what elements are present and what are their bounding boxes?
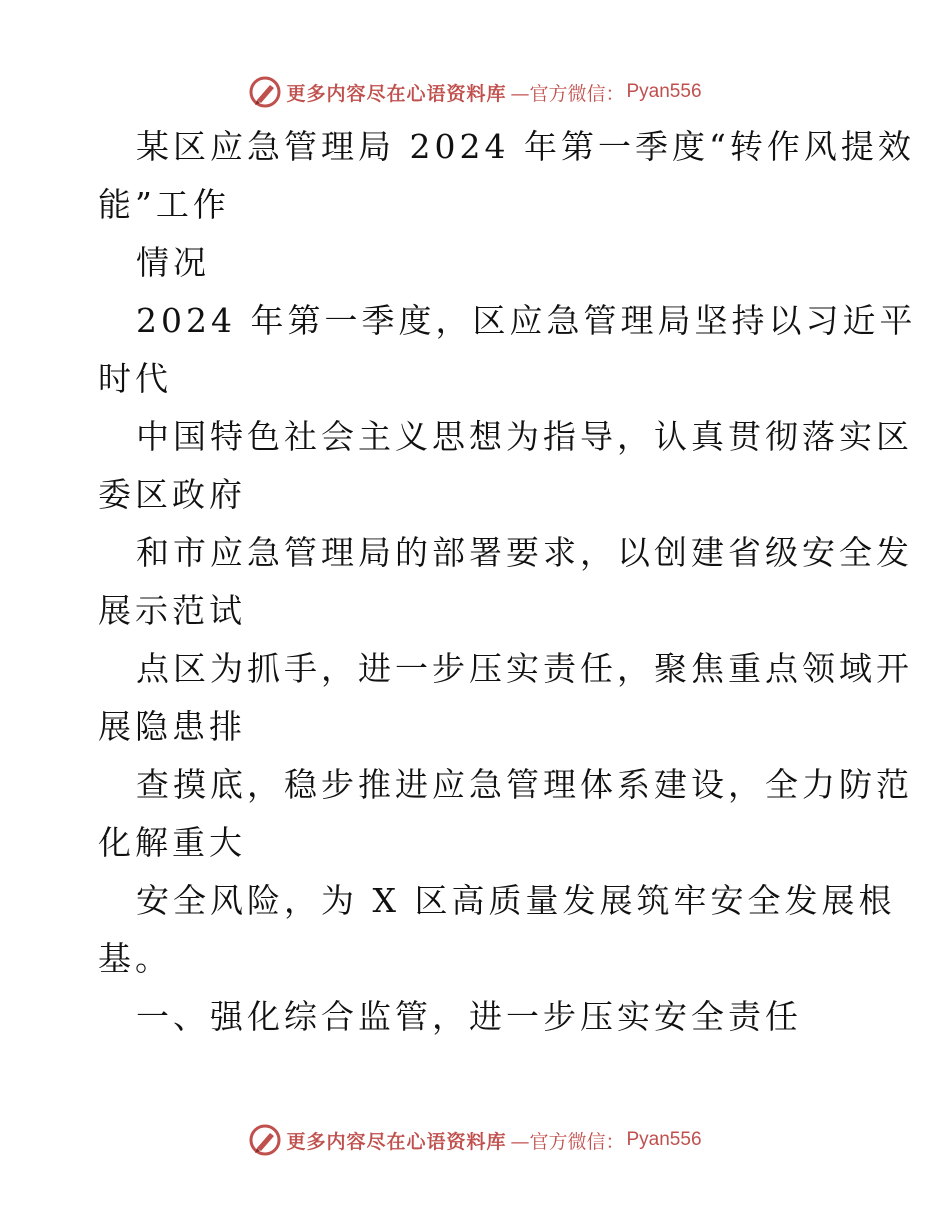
body-line: 展示范试 — [98, 591, 246, 630]
watermark-wechat-id: Pyan556 — [626, 1129, 702, 1150]
title-line-3: 情况 — [136, 243, 210, 282]
body-line: 化解重大 — [98, 823, 246, 862]
body-line: 查摸底，稳步推进应急管理体系建设，全力防范 — [136, 765, 913, 804]
body-line: 委区政府 — [98, 475, 246, 514]
title-line-1: 某区应急管理局 2024 年第一季度“转作风提效 — [136, 127, 915, 166]
footer-watermark — [0, 1120, 950, 1160]
body-line: 点区为抓手，进一步压实责任，聚焦重点领域开 — [136, 649, 913, 688]
pen-logo-icon — [248, 75, 282, 109]
watermark-text: 更多内容尽在心语资料库 — [286, 1130, 507, 1153]
watermark-separator: —官方微信： — [510, 82, 625, 105]
document-body — [98, 118, 917, 1046]
title-line-2: 能”工作 — [98, 185, 230, 224]
body-line: 基。 — [98, 939, 172, 978]
watermark-separator: —官方微信： — [510, 1130, 625, 1153]
header-watermark — [0, 72, 950, 112]
body-line: 时代 — [98, 359, 172, 398]
body-line: 和市应急管理局的部署要求，以创建省级安全发 — [136, 533, 913, 572]
body-line: 中国特色社会主义思想为指导，认真贯彻落实区 — [136, 417, 913, 456]
body-line: 展隐患排 — [98, 707, 246, 746]
section-heading: 一、强化综合监管，进一步压实安全责任 — [136, 997, 802, 1036]
pen-logo-icon — [248, 1123, 282, 1157]
watermark-wechat-id: Pyan556 — [626, 81, 702, 102]
body-line: 安全风险，为 X 区高质量发展筑牢安全发展根 — [136, 881, 896, 920]
body-line: 2024 年第一季度，区应急管理局坚持以习近平 — [136, 301, 917, 340]
watermark-text: 更多内容尽在心语资料库 — [286, 82, 507, 105]
